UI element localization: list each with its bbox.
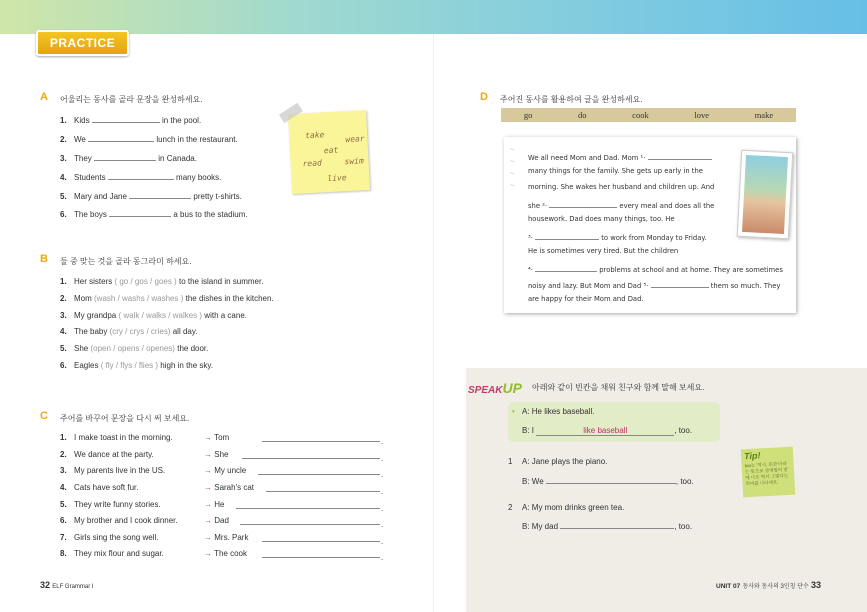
choice-options[interactable]: ( walk / walks / walkes ) <box>118 311 203 320</box>
speak-up-title: 아래와 같이 빈칸을 채워 친구와 함께 말해 보세요. <box>532 383 705 392</box>
arrow-icon: → <box>204 516 212 525</box>
b-item-3: 3. My grandpa ( walk / walks / walkes ) with a cane. <box>60 311 247 320</box>
section-a-title: 어울리는 동사를 골라 문장을 완성하세요. <box>60 95 203 104</box>
section-d-title: 주어진 동사를 활용하여 글을 완성하세요. <box>500 95 643 104</box>
period: . <box>381 504 384 513</box>
swirl-icon: ~ <box>510 145 515 154</box>
arrow-icon: → <box>204 533 212 542</box>
rewrite-blank[interactable] <box>240 516 380 525</box>
a-item-2: 2. We lunch in the restaurant. <box>60 135 238 144</box>
practice-badge: PRACTICE <box>36 30 129 56</box>
passage-blank[interactable] <box>549 199 617 208</box>
a-item-4: 4. Students many books. <box>60 173 222 182</box>
rewrite-blank[interactable] <box>242 450 380 459</box>
tip-body: too는 '역시, 또한'이라는 뜻으로 상대방의 말에 나도 역시 그렇다는 의미를 나타내요. <box>744 461 789 487</box>
b-item-4: 4. The baby (cry / crys / cries) all day. <box>60 327 198 336</box>
passage-line: morning. She wakes her husband and children up. And <box>528 183 715 191</box>
c-rewrite-2: → She <box>204 450 229 459</box>
c-item-5: 5. They write funny stories. <box>60 500 161 509</box>
c-rewrite-7: → Mrs. Park <box>204 533 249 542</box>
b-item-2: 2. Mom (wash / washs / washes ) the dishes in the kitchen. <box>60 294 274 303</box>
note-word: eat <box>323 145 339 156</box>
example-answer: like baseball <box>536 426 674 436</box>
a-item-6: 6. The boys a bus to the stadium. <box>60 210 248 219</box>
answer-blank[interactable] <box>129 190 191 199</box>
c-rewrite-5: → He <box>204 500 225 509</box>
arrow-icon: → <box>204 549 212 558</box>
note-word: swim <box>344 156 365 167</box>
arrow-icon: → <box>204 450 212 459</box>
passage-line: noisy and lazy. But Mom and Dad ⁵· them so much. They <box>528 279 780 290</box>
footer-right: UNIT 07 동사와 동사의 3인칭 단수 33 <box>716 580 821 590</box>
period: . <box>381 537 384 546</box>
reading-passage <box>504 137 796 313</box>
verb-word: do <box>578 110 587 120</box>
a-item-3: 3. They in Canada. <box>60 154 197 163</box>
speak-blank[interactable] <box>546 475 676 484</box>
period: . <box>381 454 384 463</box>
section-d-letter: D <box>480 91 488 103</box>
passage-line: many things for the family. She gets up early in the <box>528 167 703 175</box>
passage-line: We all need Mom and Dad. Mom ¹· <box>528 151 712 162</box>
page-fold <box>433 34 434 612</box>
verb-word: love <box>694 110 710 120</box>
passage-line: ³· to work from Monday to Friday. <box>528 231 707 242</box>
passage-blank[interactable] <box>535 231 599 240</box>
speak-blank[interactable] <box>560 520 674 529</box>
verb-word: make <box>754 110 774 120</box>
choice-options[interactable]: (cry / crys / cries) <box>109 327 171 336</box>
arrow-icon: → <box>204 500 212 509</box>
verb-word: go <box>523 110 533 120</box>
note-word: live <box>327 173 347 184</box>
period: . <box>381 520 384 529</box>
choice-options[interactable]: (open / opens / openes) <box>90 344 175 353</box>
answer-blank[interactable] <box>92 114 160 123</box>
tip-title: Tip! <box>743 450 761 462</box>
example-b: B: I like baseball , too. <box>522 426 693 435</box>
verb-word: cook <box>632 110 649 120</box>
speak-item-1-num: 1 <box>508 457 513 466</box>
swirl-icon: ~ <box>510 169 515 178</box>
speak-item-1-b: B: We , too. <box>522 477 694 486</box>
section-c-title: 주어를 바꾸어 문장을 다시 써 보세요. <box>60 414 190 423</box>
c-rewrite-8: → The cook <box>204 549 247 558</box>
passage-line: He is sometimes very tired. But the children <box>528 247 679 255</box>
passage-line: she ²· every meal and does all the <box>528 199 714 210</box>
passage-line: ⁴· problems at school and at home. They are sometimes <box>528 263 783 274</box>
c-item-2: 2. We dance at the party. <box>60 450 154 459</box>
section-c-letter: C <box>40 410 48 422</box>
tape <box>279 103 303 123</box>
arrow-icon: → <box>204 466 212 475</box>
c-item-3: 3. My parents live in the US. <box>60 466 166 475</box>
passage-blank[interactable] <box>651 279 709 288</box>
choice-options[interactable]: ( fly / flys / flies ) <box>100 361 159 370</box>
section-b-letter: B <box>40 253 48 265</box>
tip-note <box>741 447 795 498</box>
answer-blank[interactable] <box>88 133 154 142</box>
period: . <box>381 437 384 446</box>
a-item-1: 1. Kids in the pool. <box>60 116 202 125</box>
speak-item-2-a: A: My mom drinks green tea. <box>522 503 625 512</box>
note-word: read <box>302 158 323 169</box>
rewrite-blank[interactable] <box>258 466 380 475</box>
c-item-6: 6. My brother and I cook dinner. <box>60 516 178 525</box>
footer-left: 32 ELF Grammar I <box>40 580 94 590</box>
swirl-icon: ~ <box>510 181 515 190</box>
top-banner <box>0 0 867 34</box>
speak-item-2-b: B: My dad , too. <box>522 522 693 531</box>
speak-item-2-num: 2 <box>508 503 513 512</box>
swirl-icon: ~ <box>510 157 515 166</box>
rewrite-blank[interactable] <box>262 533 380 542</box>
a-item-5: 5. Mary and Jane pretty t-shirts. <box>60 192 242 201</box>
passage-line: housework. Dad does many things, too. He <box>528 215 675 223</box>
section-b-title: 둘 중 맞는 것을 골라 동그라미 하세요. <box>60 257 192 266</box>
arrow-icon: → <box>204 433 212 442</box>
passage-line: are happy for their Mom and Dad. <box>528 295 644 303</box>
rewrite-blank[interactable] <box>262 433 380 442</box>
passage-blank[interactable] <box>535 263 597 272</box>
speak-item-1-a: A: Jane plays the piano. <box>522 457 608 466</box>
note-word: take <box>304 130 325 141</box>
c-item-4: 4. Cats have soft fur. <box>60 483 139 492</box>
period: . <box>381 470 384 479</box>
b-item-6: 6. Eagles ( fly / flys / flies ) high in the sky. <box>60 361 214 370</box>
c-rewrite-1: → Tom <box>204 433 230 442</box>
c-rewrite-4: → Sarah's cat <box>204 483 255 492</box>
choice-options[interactable]: (wash / washs / washes ) <box>94 294 184 303</box>
answer-blank[interactable] <box>108 171 174 180</box>
verb-bank <box>501 108 796 122</box>
c-item-1: 1. I make toast in the morning. <box>60 433 173 442</box>
rewrite-blank[interactable] <box>266 483 380 492</box>
b-item-5: 5. She (open / opens / openes) the door. <box>60 344 209 353</box>
passage-blank[interactable] <box>648 151 712 160</box>
c-rewrite-6: → Dad <box>204 516 229 525</box>
word-sticky-note <box>288 110 370 194</box>
c-item-7: 7. Girls sing the song well. <box>60 533 159 542</box>
family-photo <box>737 150 793 240</box>
speak-up-logo: SPEAKUP <box>468 380 522 396</box>
period: . <box>381 553 384 562</box>
rewrite-blank[interactable] <box>262 549 380 558</box>
c-rewrite-3: → My uncle <box>204 466 247 475</box>
c-item-8: 8. They mix flour and sugar. <box>60 549 164 558</box>
example-bullet-icon: • <box>512 407 515 416</box>
b-item-1: 1. Her sisters ( go / gos / goes ) to the island in summer. <box>60 277 264 286</box>
answer-blank[interactable] <box>94 152 156 161</box>
choice-options[interactable]: ( go / gos / goes ) <box>114 277 177 286</box>
section-a-letter: A <box>40 91 48 103</box>
rewrite-blank[interactable] <box>236 500 380 509</box>
period: . <box>381 487 384 496</box>
note-word: wear <box>345 134 365 145</box>
example-a: A: He likes baseball. <box>522 407 595 416</box>
answer-blank[interactable] <box>109 208 171 217</box>
arrow-icon: → <box>204 483 212 492</box>
